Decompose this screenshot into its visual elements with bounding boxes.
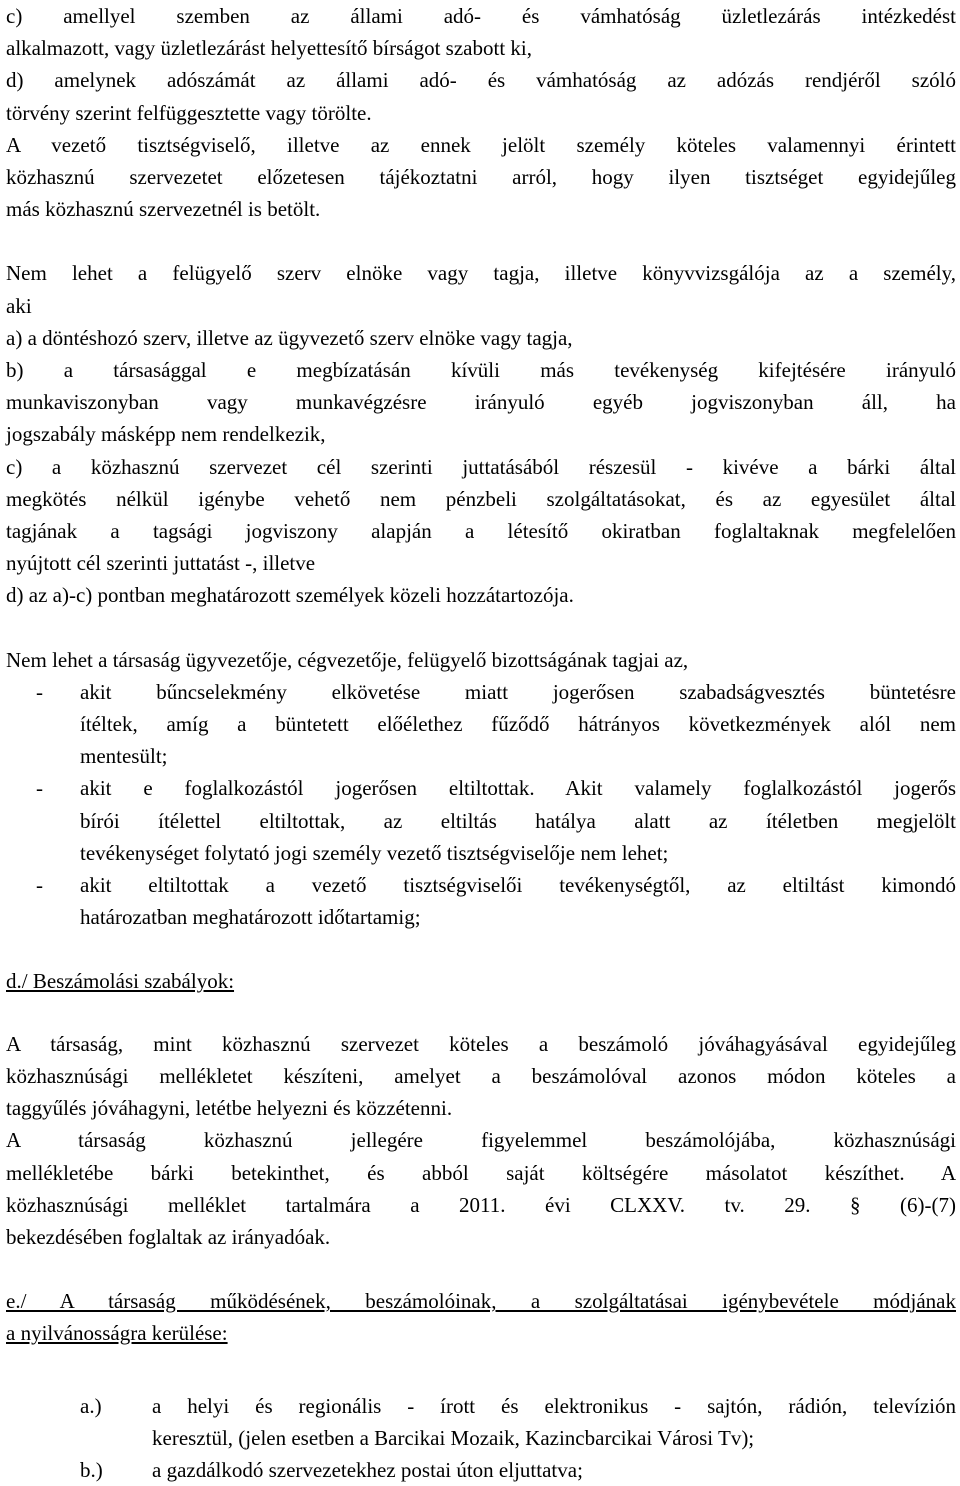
spacer (6, 1253, 956, 1285)
text-line: Nem lehet a felügyelő szerv elnöke vagy tagja, illetve könyvvizsgálója az a személy, (6, 261, 956, 286)
spacer (6, 225, 956, 257)
text-line: jogszabály másképp nem rendelkezik, (6, 422, 326, 447)
spacer (6, 612, 956, 644)
text-line: aki (6, 293, 32, 318)
spacer (6, 998, 956, 1028)
text-line: d) az a)-c) pontban meghatározott személyek közeli hozzátartozója. (6, 583, 574, 608)
text-line: bekezdésében foglaltak az irányadóak. (6, 1224, 331, 1249)
list-item (6, 1454, 956, 1486)
section-heading: a nyilvánosságra kerülése: (6, 1321, 228, 1346)
list-item-label: a.) (80, 1393, 102, 1418)
text-line: taggyűlés jóváhagyni, letétbe helyezni és közzétenni. (6, 1096, 453, 1121)
text-line: A társaság, mint közhasznú szervezet köteles a beszámoló jóváhagyásával egyidejűleg (6, 1031, 956, 1056)
text-line: akit bűncselekmény elkövetése miatt jogerősen szabadságvesztés büntetésre (80, 679, 956, 704)
bullet-dash: - (36, 679, 43, 704)
text-line: c) a közhasznú szervezet cél szerinti juttatásából részesül - kivéve a bárki által (6, 454, 956, 479)
list-item (6, 676, 956, 773)
text-line: Nem lehet a társaság ügyvezetője, cégvezetője, felügyelő bizottságának tagjai az, (6, 647, 689, 672)
text-line: keresztül, (jelen esetben a Barcikai Mozaik, Kazincbarcikai Városi Tv); (152, 1425, 755, 1450)
text-line: A társaság közhasznú jellegére figyelemmel beszámolójába, közhasznúsági (6, 1128, 956, 1153)
text-line: más közhasznú szervezetnél is betölt. (6, 197, 321, 222)
text-line: közhasznúsági mellékletet készíteni, amelyet a beszámolóval azonos módon köteles a (6, 1063, 956, 1088)
spacer (6, 933, 956, 965)
list-item-label: b.) (80, 1457, 103, 1482)
list-item (6, 772, 956, 869)
bullet-dash: - (36, 873, 43, 898)
text-line: határozatban meghatározott időtartamig; (80, 905, 421, 930)
text-line: a) a döntéshozó szerv, illetve az ügyvezető szerv elnöke vagy tagja, (6, 325, 573, 350)
text-line: mentesült; (80, 744, 168, 769)
text-line: megkötés nélkül igénybe vehető nem pénzbeli szolgáltatásokat, és az egyesület által (6, 486, 956, 511)
list-item (6, 1390, 956, 1454)
spacer (6, 1350, 956, 1390)
text-line: a gazdálkodó szervezetekhez postai úton eljuttatva; (152, 1457, 583, 1482)
paragraph-disqualification-continued (6, 0, 956, 225)
text-line: alkalmazott, vagy üzletlezárást helyettesítő bírságot szabott ki, (6, 36, 532, 61)
text-line: A vezető tisztségviselő, illetve az ennek jelölt személy köteles valamennyi érintett (6, 132, 956, 157)
text-line: tagjának a tagsági jogviszony alapján a létesítő okiratban foglaltaknak megfelelően (6, 519, 956, 544)
section-heading: d./ Beszámolási szabályok: (6, 969, 235, 994)
document-page (6, 0, 956, 1486)
text-line: mellékletébe bárki betekinthet, és abból saját költségére másolatot készíthet. A (6, 1160, 956, 1185)
text-line: közhasznúsági melléklet tartalmára a 2011. évi CLXXV. tv. 29. § (6)-(7) (6, 1192, 956, 1217)
text-line: d) amelynek adószámát az állami adó- és vámhatóság az adózás rendjéről szóló (6, 68, 956, 93)
text-line: munkaviszonyban vagy munkavégzésre irányuló egyéb jogviszonyban áll, ha (6, 390, 956, 415)
text-line: ítéltek, amíg a büntetett előélethez fűződő hátrányos következmények alól nem (80, 712, 956, 737)
paragraph-management-eligibility (6, 644, 956, 934)
list-item (6, 869, 956, 933)
text-line: c) amellyel szemben az állami adó- és vámhatóság üzletlezárás intézkedést (6, 4, 956, 28)
text-line: törvény szerint felfüggesztette vagy törölte. (6, 100, 372, 125)
text-line: b) a társasággal e megbízatásán kívüli más tevékenység kifejtésére irányuló (6, 358, 956, 383)
section-heading: e./ A társaság működésének, beszámolóinak, a szolgáltatásai igénybevétele módjának (6, 1289, 956, 1314)
text-line: akit eltiltottak a vezető tisztségviselői tevékenységtől, az eltiltást kimondó (80, 873, 956, 898)
bullet-dash: - (36, 776, 43, 801)
text-line: akit e foglalkozástól jogerősen eltiltottak. Akit valamely foglalkozástól jogerős (80, 776, 956, 801)
paragraph-supervisory-board-eligibility (6, 257, 956, 611)
text-line: bírói ítélettel eltiltottak, az eltiltás hatálya alatt az ítéletben megjelölt (80, 808, 956, 833)
section-publicity (6, 1285, 956, 1486)
text-line: a helyi és regionális - írott és elektronikus - sajtón, rádión, televízión (152, 1393, 956, 1418)
text-line: nyújtott cél szerinti juttatást -, illetve (6, 551, 316, 576)
text-line: tevékenységet folytató jogi személy vezető tisztségviselője nem lehet; (80, 840, 669, 865)
text-line: közhasznú szervezetet előzetesen tájékoztatni arról, hogy ilyen tisztséget egyidejűleg (6, 165, 956, 190)
section-reporting-rules (6, 965, 956, 1253)
